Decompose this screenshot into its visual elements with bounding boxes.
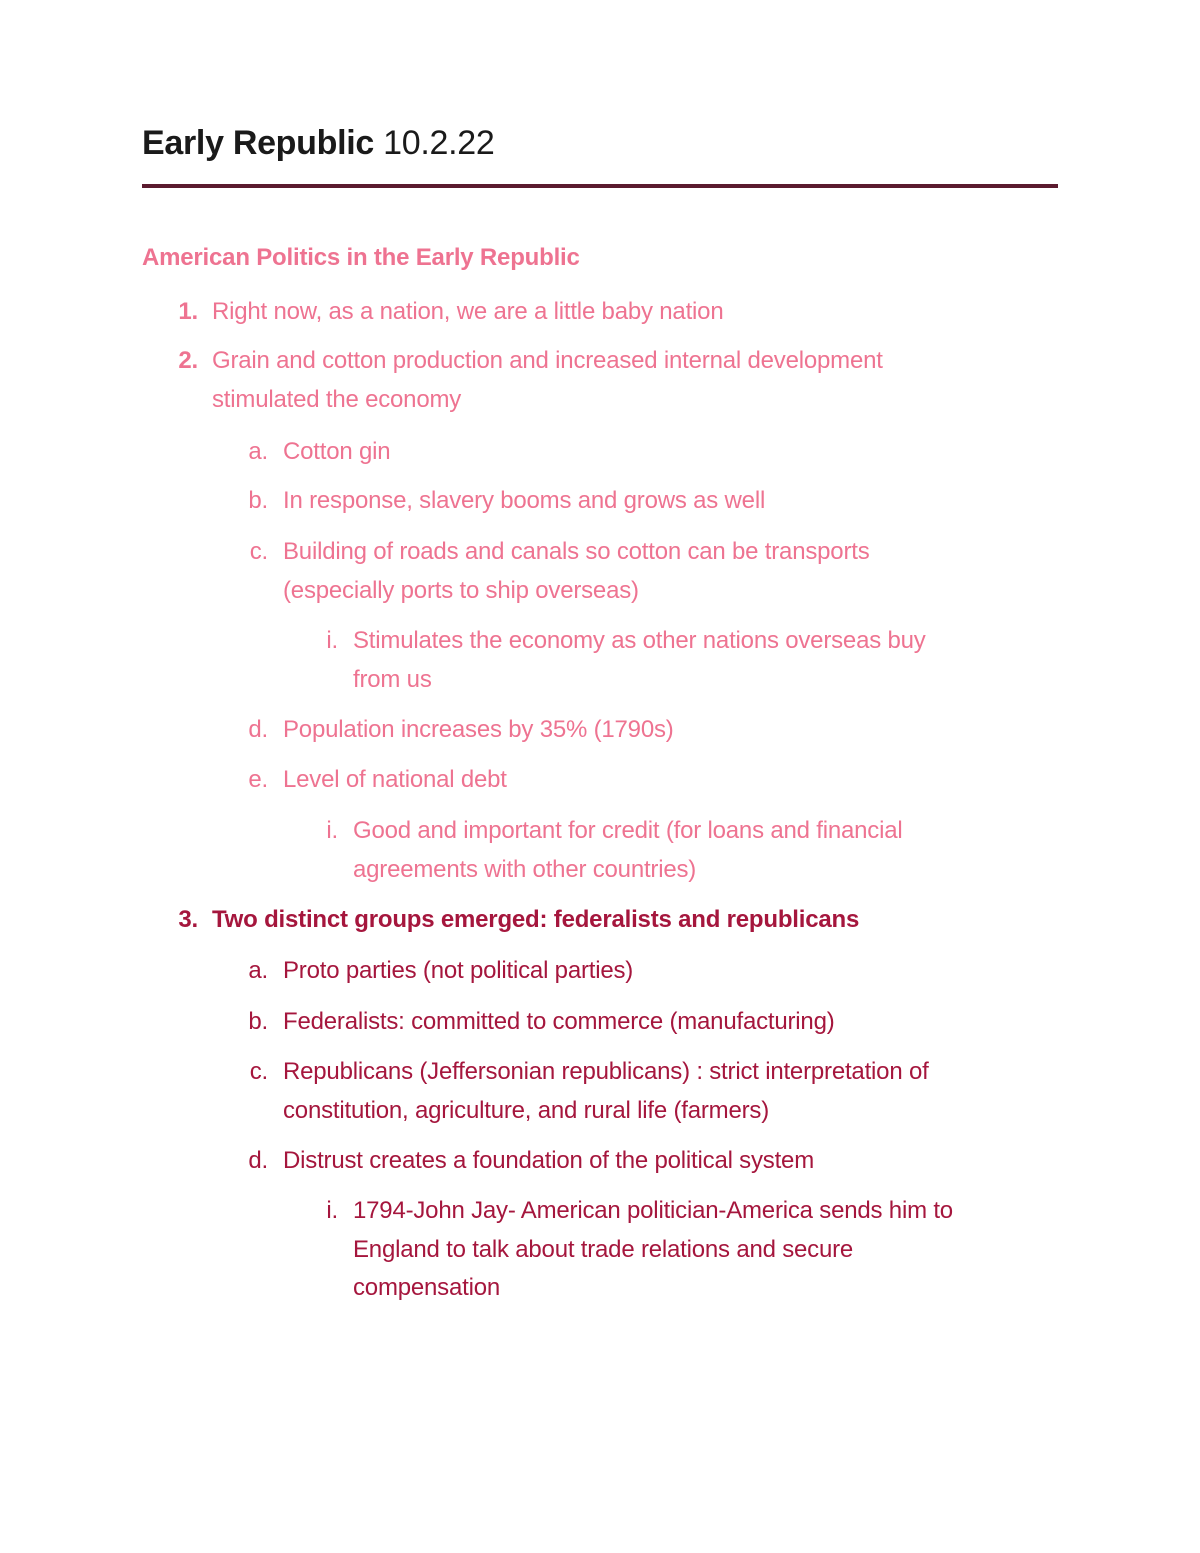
list-text-continued: agreements with other countries) [353, 856, 697, 883]
list-marker: a. [248, 957, 268, 984]
list-text: 1794-John Jay- American politician-America sends him to [353, 1197, 953, 1224]
list-marker: c. [249, 538, 268, 565]
list-text: Distrust creates a foundation of the political system [283, 1147, 814, 1174]
list-text: Population increases by 35% (1790s) [283, 716, 674, 743]
title-divider [142, 184, 1058, 188]
list-marker: 1. [178, 298, 198, 325]
list-text-continued: compensation [353, 1274, 501, 1301]
list-text-continued: stimulated the economy [212, 386, 462, 413]
list-text: In response, slavery booms and grows as well [283, 487, 766, 514]
list-marker: a. [248, 438, 268, 465]
list-marker: i. [326, 627, 338, 654]
list-marker: d. [248, 716, 268, 743]
list-marker: d. [248, 1147, 268, 1174]
list-marker: c. [249, 1058, 268, 1085]
list-text: Federalists: committed to commerce (manufacturing) [283, 1008, 835, 1035]
section-heading: American Politics in the Early Republic [142, 244, 580, 271]
list-marker: i. [326, 1197, 338, 1224]
list-text: Right now, as a nation, we are a little baby nation [212, 298, 724, 325]
title-date: 10.2.22 [383, 124, 495, 162]
list-text-continued: England to talk about trade relations and secure [353, 1236, 854, 1263]
list-marker: e. [248, 766, 268, 793]
document-title [142, 124, 495, 163]
list-text: Republicans (Jeffersonian republicans) : strict interpretation of [283, 1058, 929, 1085]
list-marker: 3. [178, 906, 198, 933]
list-text: Level of national debt [283, 766, 507, 793]
list-text-continued: constitution, agriculture, and rural life (farmers) [283, 1097, 769, 1124]
title-text: Early Republic [142, 124, 374, 162]
list-marker: 2. [178, 347, 198, 374]
list-marker: i. [326, 817, 338, 844]
list-text-continued: from us [353, 666, 432, 693]
list-text: Good and important for credit (for loans and financial [353, 817, 903, 844]
list-text: Grain and cotton production and increased internal development [212, 347, 883, 374]
list-text: Cotton gin [283, 438, 391, 465]
list-marker: b. [248, 1008, 268, 1035]
list-marker: b. [248, 487, 268, 514]
list-text: Stimulates the economy as other nations overseas buy [353, 627, 926, 654]
list-text: Two distinct groups emerged: federalists and republicans [212, 906, 860, 933]
list-text: Proto parties (not political parties) [283, 957, 634, 984]
list-text-continued: (especially ports to ship overseas) [283, 577, 639, 604]
list-text: Building of roads and canals so cotton can be transports [283, 538, 870, 565]
